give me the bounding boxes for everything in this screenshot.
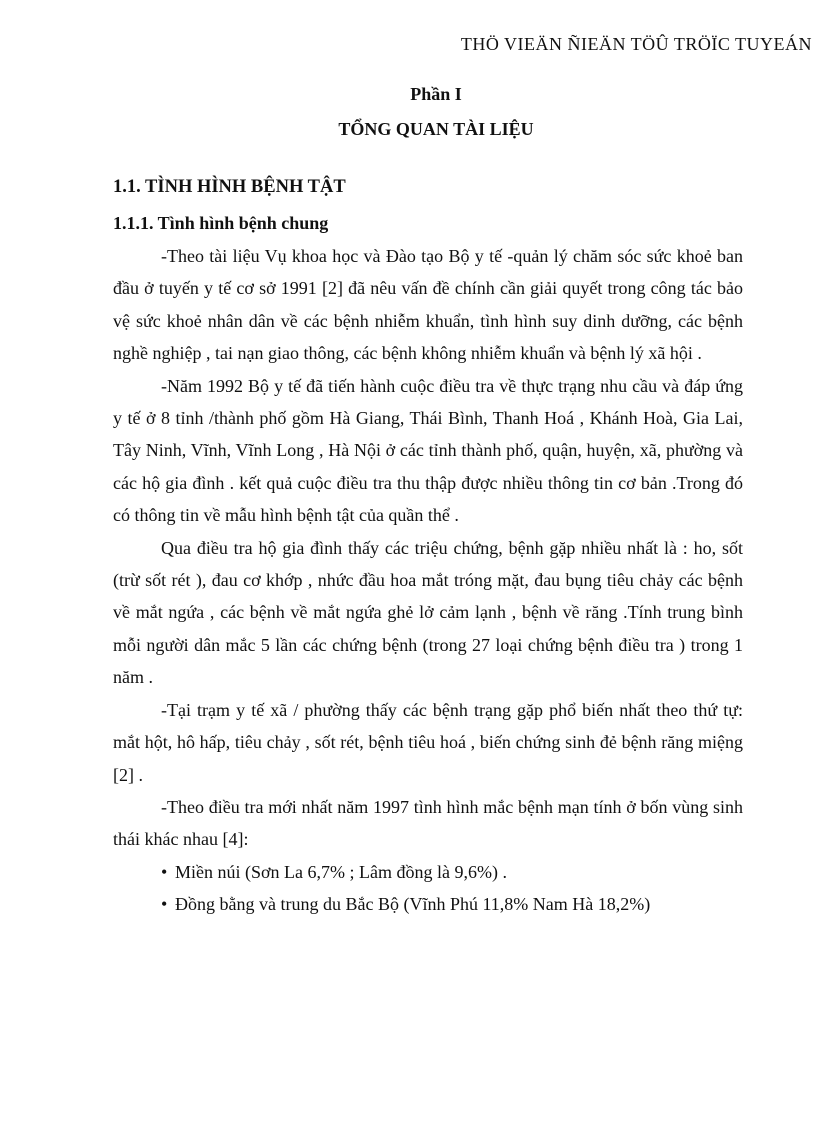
bullet-item-2: [113, 888, 743, 920]
bullet-text: Đồng bằng và trung du Bắc Bộ (Vĩnh Phú 11,8% Nam Hà 18,2%): [175, 894, 651, 915]
document-body: [113, 172, 743, 921]
section-title: TỔNG QUAN TÀI LIỆU: [338, 119, 534, 139]
heading-level-2: 1.1.1. Tình hình bệnh chung: [113, 213, 329, 233]
part-title: Phần I: [410, 84, 462, 104]
paragraph-4: -Tại trạm y tế xã / phường thấy các bệnh trạng gặp phổ biến nhất theo thứ tự: mắt hột, hô hấp, tiêu chảy , sốt rét, bệnh tiêu hoá , biến chứng sinh đẻ bệnh răng miệng [2] .: [113, 699, 743, 785]
paragraph-5: -Theo điều tra mới nhất năm 1997 tình hình mắc bệnh mạn tính ở bốn vùng sinh thái khác nhau [4]:: [113, 796, 743, 850]
header-site-mark: THÖ VIEÄN ÑIEÄN TÖÛ TRÖÏC TUYEÁN: [460, 34, 812, 54]
bullet-text: Miền núi (Sơn La 6,7% ; Lâm đồng là 9,6%) .: [175, 861, 507, 882]
paragraph-3: Qua điều tra hộ gia đình thấy các triệu chứng, bệnh gặp nhiều nhất là : ho, sốt (trừ sốt rét ), đau cơ khớp , nhức đầu hoa mắt tróng mặt, đau bụng tiêu chảy các bệnh về mắt ngứa , các bệnh về mắt ngứa ghẻ lở cảm lạnh , bệnh về răng .Tính trung bình mỗi người dân mắc 5 lần các chứng bệnh (trong 27 loại chứng bệnh điều tra ) trong 1 năm .: [113, 537, 743, 688]
bullet-item-1: [113, 856, 743, 888]
bullet-icon: •: [161, 861, 168, 882]
paragraph-2: -Năm 1992 Bộ y tế đã tiến hành cuộc điều tra về thực trạng nhu cầu và đáp ứng y tế ở 8 tỉnh /thành phố gồm Hà Giang, Thái Bình, Thanh Hoá , Khánh Hoà, Gia Lai, Tây Ninh, Vĩnh, Vĩnh Long , Hà Nội ở các tỉnh thành phố, quận, huyện, xã, phường và các hộ gia đình . kết quả cuộc điều tra thu thập được nhiều thông tin cơ bản .Trong đó có thông tin về mẫu hình bệnh tật của quần thể .: [113, 375, 743, 526]
paragraph-1: -Theo tài liệu Vụ khoa học và Đào tạo Bộ y tế -quản lý chăm sóc sức khoẻ ban đầu ở tuyến y tế cơ sở 1991 [2] đã nêu vấn đề chính cần giải quyết trong công tác bảo vệ sức khoẻ nhân dân về các bệnh nhiễm khuẩn, tình hình suy dinh dưỡng, các bệnh nghề nghiệp , tai nạn giao thông, các bệnh không nhiễm khuẩn và bệnh lý xã hội .: [113, 246, 743, 364]
heading-level-1: 1.1. TÌNH HÌNH BỆNH TẬT: [113, 177, 346, 197]
bullet-icon: •: [161, 894, 168, 915]
